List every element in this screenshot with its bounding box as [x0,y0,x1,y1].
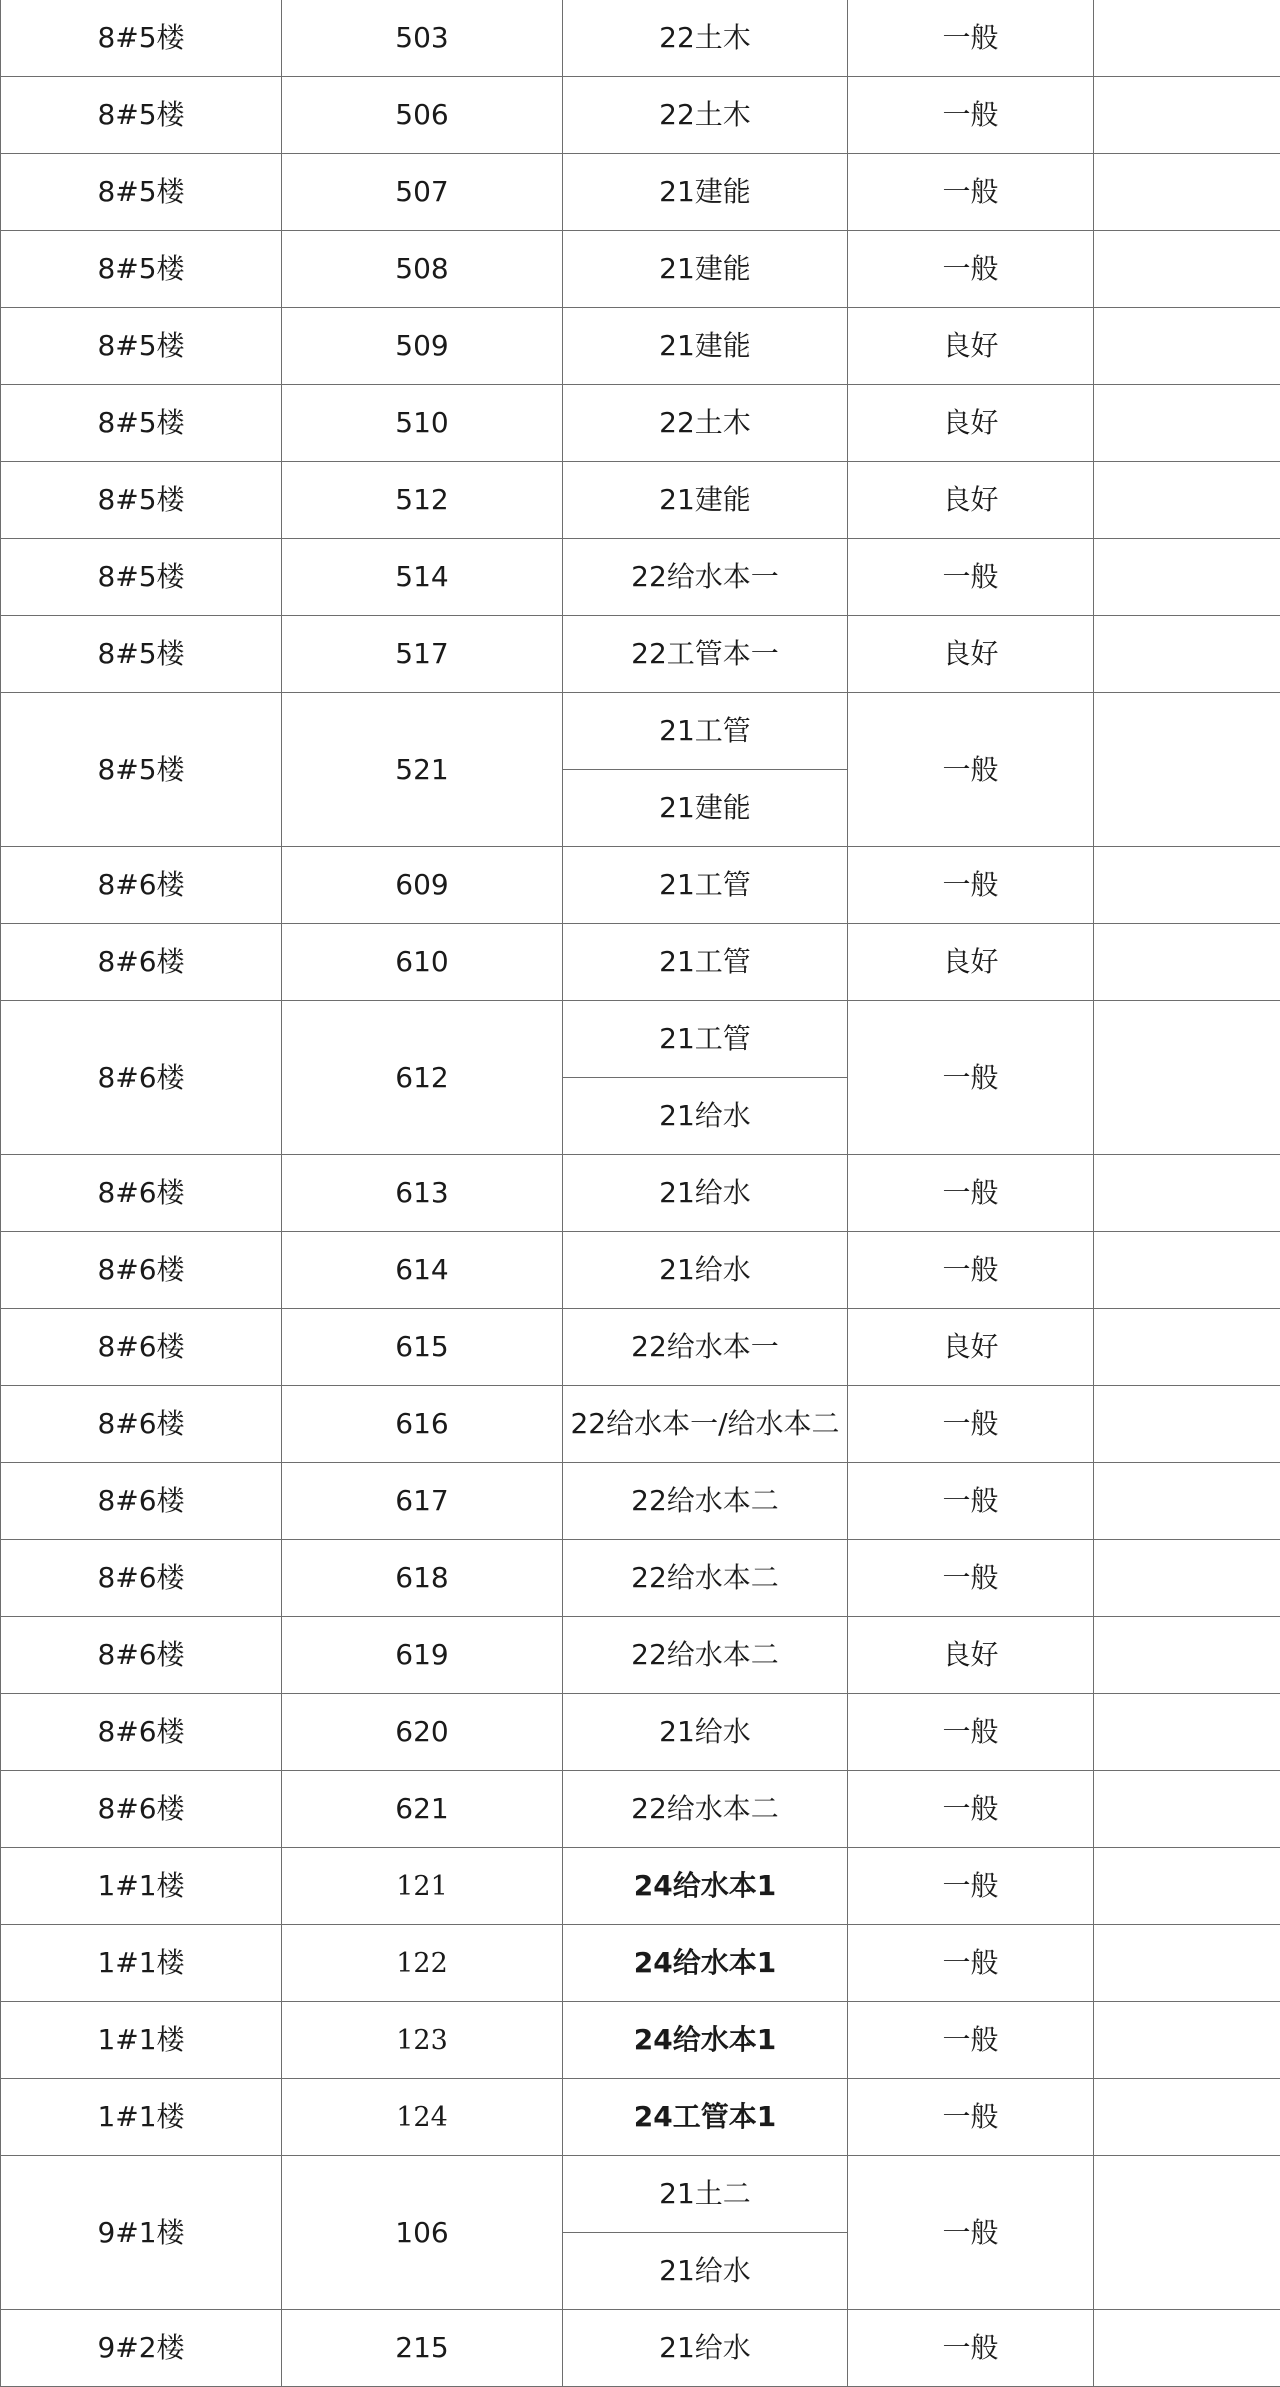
note-cell [1094,2156,1280,2310]
table-row [1,847,1280,924]
room-cell: 616 [282,1386,563,1463]
rating-cell: 一般 [848,77,1094,154]
table-row [1,1386,1280,1463]
class-cell: 21工管 [563,1001,848,1078]
class-cell: 22土木 [563,0,848,77]
class-cell: 21建能 [563,308,848,385]
building-cell: 8#5楼 [1,462,282,539]
note-cell [1094,1001,1280,1155]
building-cell: 8#5楼 [1,308,282,385]
class-cell: 22给水本一 [563,539,848,616]
room-cell: 215 [282,2310,563,2387]
room-cell: 508 [282,231,563,308]
note-cell [1094,2310,1280,2387]
class-cell: 21建能 [563,154,848,231]
class-cell: 21给水 [563,1078,848,1155]
building-cell: 8#6楼 [1,1463,282,1540]
rating-cell: 一般 [848,154,1094,231]
building-cell: 8#6楼 [1,1694,282,1771]
building-cell: 8#6楼 [1,1617,282,1694]
rating-cell: 良好 [848,385,1094,462]
rating-cell: 一般 [848,1155,1094,1232]
rating-cell: 一般 [848,231,1094,308]
class-cell: 21工管 [563,693,848,770]
note-cell [1094,77,1280,154]
note-cell [1094,1309,1280,1386]
building-cell: 8#6楼 [1,1001,282,1155]
room-cell: 610 [282,924,563,1001]
building-cell: 1#1楼 [1,2002,282,2079]
note-cell [1094,2079,1280,2156]
building-cell: 1#1楼 [1,1848,282,1925]
building-cell: 8#5楼 [1,616,282,693]
class-cell: 21给水 [563,2233,848,2310]
room-cell: 507 [282,154,563,231]
rating-cell: 良好 [848,1617,1094,1694]
table-row [1,1694,1280,1771]
class-cell: 22工管本一 [563,616,848,693]
room-cell: 521 [282,693,563,847]
class-cell: 24给水本1 [563,2002,848,2079]
table-row [1,1925,1280,2002]
rating-cell: 一般 [848,847,1094,924]
note-cell [1094,0,1280,77]
rating-cell: 一般 [848,1386,1094,1463]
table-body [1,0,1280,2387]
note-cell [1094,1925,1280,2002]
building-cell: 8#6楼 [1,1309,282,1386]
note-cell [1094,1694,1280,1771]
note-cell [1094,1232,1280,1309]
class-cell: 21给水 [563,2310,848,2387]
room-cell: 614 [282,1232,563,1309]
building-cell: 8#5楼 [1,154,282,231]
room-cell: 620 [282,1694,563,1771]
building-cell: 9#1楼 [1,2156,282,2310]
note-cell [1094,462,1280,539]
note-cell [1094,616,1280,693]
building-cell: 8#5楼 [1,539,282,616]
class-cell: 22给水本一 [563,1309,848,1386]
class-cell: 21建能 [563,231,848,308]
note-cell [1094,154,1280,231]
rating-cell: 良好 [848,462,1094,539]
rating-cell: 良好 [848,308,1094,385]
note-cell [1094,2002,1280,2079]
table-row [1,2079,1280,2156]
rating-cell: 一般 [848,1463,1094,1540]
room-cell: 613 [282,1155,563,1232]
room-cell: 509 [282,308,563,385]
rating-cell: 一般 [848,2156,1094,2310]
table-row [1,231,1280,308]
rating-cell: 一般 [848,1848,1094,1925]
rating-cell: 一般 [848,1771,1094,1848]
note-cell [1094,693,1280,847]
table-row [1,308,1280,385]
room-cell: 609 [282,847,563,924]
room-cell: 612 [282,1001,563,1155]
table-row [1,924,1280,1001]
room-cell: 121 [282,1848,563,1925]
class-cell: 21工管 [563,924,848,1001]
building-cell: 9#2楼 [1,2310,282,2387]
room-cell: 512 [282,462,563,539]
note-cell [1094,1463,1280,1540]
rating-cell: 一般 [848,693,1094,847]
building-cell: 1#1楼 [1,1925,282,2002]
room-cell: 503 [282,0,563,77]
rating-cell: 良好 [848,1309,1094,1386]
rating-cell: 一般 [848,1001,1094,1155]
note-cell [1094,1540,1280,1617]
class-cell: 21建能 [563,462,848,539]
building-cell: 8#5楼 [1,231,282,308]
class-cell: 21建能 [563,770,848,847]
rating-cell: 一般 [848,539,1094,616]
rating-cell: 良好 [848,616,1094,693]
class-cell: 24工管本1 [563,2079,848,2156]
class-cell: 21给水 [563,1155,848,1232]
table-row [1,1155,1280,1232]
building-cell: 8#6楼 [1,1540,282,1617]
table-row [1,1617,1280,1694]
rating-cell: 一般 [848,0,1094,77]
class-cell: 21土二 [563,2156,848,2233]
note-cell [1094,385,1280,462]
room-cell: 618 [282,1540,563,1617]
building-cell: 8#6楼 [1,847,282,924]
table-row [1,1232,1280,1309]
class-cell: 22给水本二 [563,1463,848,1540]
table-row [1,539,1280,616]
rating-cell: 一般 [848,2002,1094,2079]
table-row [1,154,1280,231]
building-cell: 8#6楼 [1,1771,282,1848]
class-cell: 24给水本1 [563,1925,848,2002]
room-cell: 122 [282,1925,563,2002]
room-cell: 123 [282,2002,563,2079]
table-row [1,1540,1280,1617]
table-row [1,1463,1280,1540]
room-cell: 619 [282,1617,563,1694]
class-cell: 21给水 [563,1694,848,1771]
class-cell: 22给水本二 [563,1617,848,1694]
note-cell [1094,1848,1280,1925]
building-cell: 8#6楼 [1,1232,282,1309]
room-cell: 510 [282,385,563,462]
class-cell: 24给水本1 [563,1848,848,1925]
room-cell: 106 [282,2156,563,2310]
room-cell: 621 [282,1771,563,1848]
building-cell: 8#6楼 [1,924,282,1001]
note-cell [1094,308,1280,385]
class-cell: 22给水本二 [563,1771,848,1848]
building-cell: 8#5楼 [1,385,282,462]
class-cell: 22土木 [563,77,848,154]
building-cell: 8#5楼 [1,77,282,154]
room-cell: 514 [282,539,563,616]
room-cell: 124 [282,2079,563,2156]
table-row [1,2002,1280,2079]
class-cell: 22给水本二 [563,1540,848,1617]
class-cell: 22土木 [563,385,848,462]
building-cell: 8#6楼 [1,1386,282,1463]
table-row [1,77,1280,154]
note-cell [1094,1386,1280,1463]
rating-cell: 一般 [848,1694,1094,1771]
note-cell [1094,847,1280,924]
building-cell: 8#6楼 [1,1155,282,1232]
rating-cell: 良好 [848,924,1094,1001]
building-cell: 8#5楼 [1,693,282,847]
note-cell [1094,1155,1280,1232]
note-cell [1094,924,1280,1001]
note-cell [1094,1617,1280,1694]
class-cell: 21给水 [563,1232,848,1309]
rating-cell: 一般 [848,2079,1094,2156]
room-cell: 517 [282,616,563,693]
table-row [1,1309,1280,1386]
table-row [1,2156,1280,2233]
table-row [1,0,1280,77]
rating-cell: 一般 [848,1540,1094,1617]
note-cell [1094,539,1280,616]
rating-cell: 一般 [848,1232,1094,1309]
rating-cell: 一般 [848,2310,1094,2387]
class-cell: 22给水本一/给水本二 [563,1386,848,1463]
table-row [1,462,1280,539]
class-cell: 21工管 [563,847,848,924]
building-cell: 1#1楼 [1,2079,282,2156]
rating-cell: 一般 [848,1925,1094,2002]
room-cell: 617 [282,1463,563,1540]
table-row [1,385,1280,462]
building-cell: 8#5楼 [1,0,282,77]
room-cell: 615 [282,1309,563,1386]
table-row [1,1848,1280,1925]
note-cell [1094,1771,1280,1848]
table-row [1,1771,1280,1848]
table-row [1,693,1280,770]
room-cell: 506 [282,77,563,154]
table-row [1,2310,1280,2387]
table-row [1,616,1280,693]
note-cell [1094,231,1280,308]
table-row [1,1001,1280,1078]
